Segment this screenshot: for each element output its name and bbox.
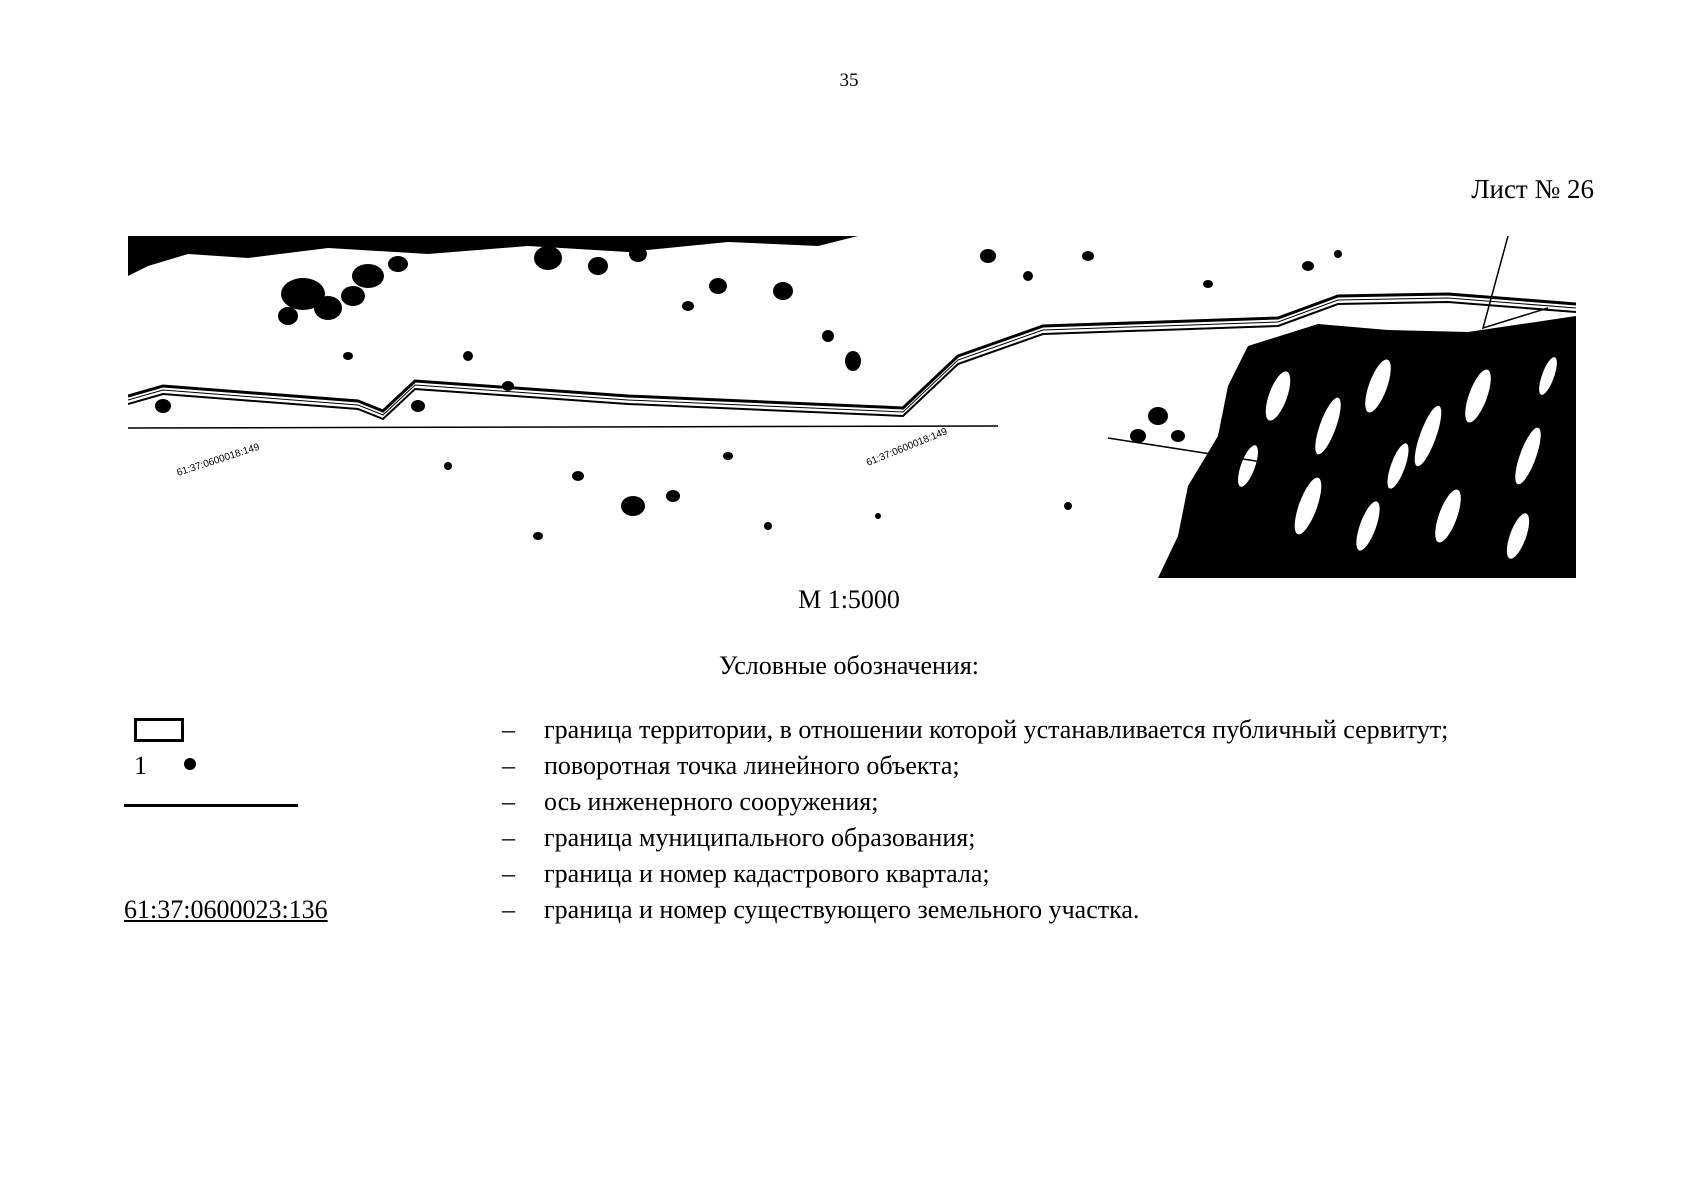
legend-dash: –: [502, 715, 515, 744]
legend: [124, 712, 1584, 928]
legend-desc: граница территории, в отношении которой устанавливается публичный сервитут;: [544, 715, 1449, 744]
page-number: 35: [839, 70, 859, 91]
legend-desc: ось инженерного сооружения;: [544, 787, 879, 816]
sheet-label: Лист № 26: [1471, 174, 1594, 204]
legend-row-cadastral-quarter: [124, 856, 1584, 892]
point-dot-icon: [184, 758, 196, 770]
cadastral-quarter-symbol: [124, 856, 444, 892]
rectangle-symbol-icon: [134, 718, 184, 742]
legend-dash: –: [502, 751, 515, 780]
municipal-boundary-symbol: [124, 820, 444, 856]
easement-boundary-symbol: [124, 712, 444, 748]
legend-row-point: [124, 748, 1584, 784]
line-symbol-icon: [124, 804, 298, 807]
municipal-boundary: [1483, 236, 1548, 328]
legend-desc: граница муниципального образования;: [544, 823, 976, 852]
legend-desc: граница и номер существующего земельного участка.: [544, 895, 1140, 924]
legend-desc: граница и номер кадастрового квартала;: [544, 859, 990, 888]
legend-desc: поворотная точка линейного объекта;: [544, 751, 960, 780]
legend-row-easement: [124, 712, 1584, 748]
map-cadastral-labels: [176, 426, 950, 479]
cadastral-boundary: [128, 426, 998, 428]
cadastral-label-right: 61:37:0600018:149: [865, 426, 950, 469]
scale-label: М 1:5000: [798, 585, 900, 614]
legend-row-municipal: [124, 820, 1584, 856]
legend-dash: –: [502, 787, 515, 816]
map-image: [128, 236, 1576, 578]
legend-row-axis: [124, 784, 1584, 820]
point-number-label: 1: [134, 751, 147, 780]
axis-symbol: [124, 784, 444, 820]
legend-row-parcel: [124, 892, 1584, 928]
legend-dash: –: [502, 895, 515, 924]
parcel-number-label: 61:37:0600023:136: [124, 895, 328, 924]
legend-dash: –: [502, 859, 515, 888]
legend-title: Условные обозначения:: [718, 651, 980, 680]
cadastral-label-left: 61:37:0600018:149: [175, 441, 261, 479]
turning-point-symbol: [124, 748, 444, 784]
parcel-symbol: [124, 892, 444, 928]
legend-dash: –: [502, 823, 515, 852]
